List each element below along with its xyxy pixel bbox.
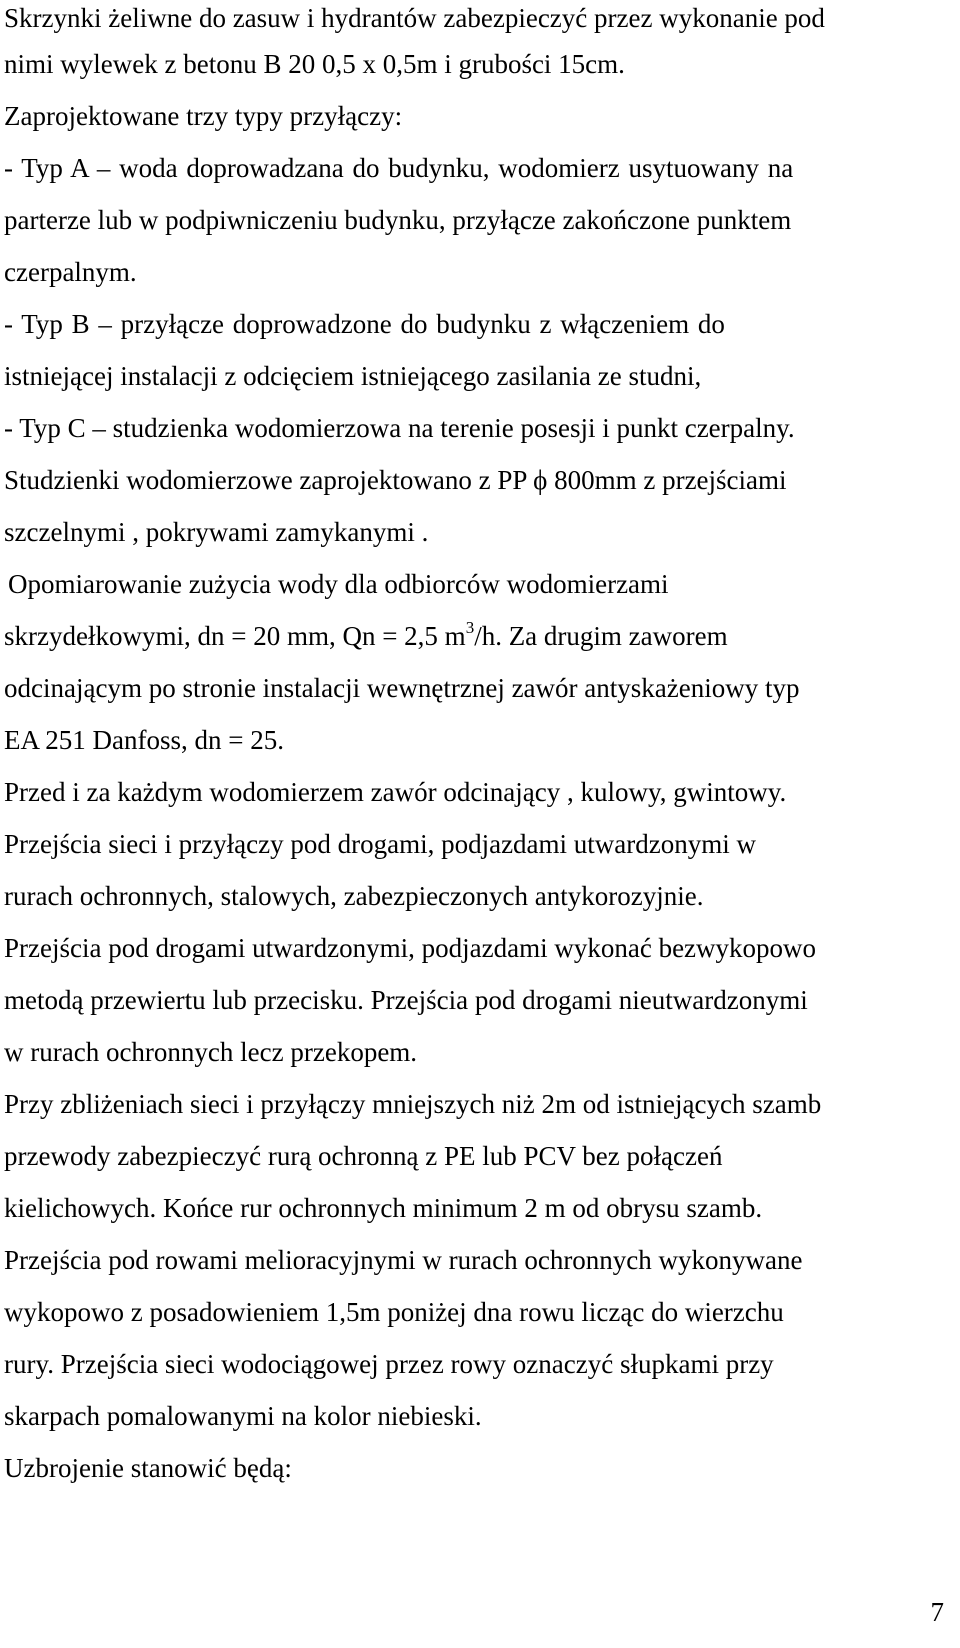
text-line: istniejącej instalacji z odcięciem istniejącego zasilania ze studni, bbox=[4, 361, 702, 391]
text-line: Przejścia pod rowami melioracyjnymi w rurach ochronnych wykonywane bbox=[4, 1245, 803, 1275]
text-line: w rurach ochronnych lecz przekopem. bbox=[4, 1037, 418, 1067]
text-line: wykopowo z posadowieniem 1,5m poniżej dna rowu licząc do wierzchu bbox=[4, 1297, 784, 1327]
text-line: Studzienki wodomierzowe zaprojektowano z PP ϕ 800mm z przejściami bbox=[4, 465, 787, 495]
text-line: parterze lub w podpiwniczeniu budynku, przyłącze zakończone punktem bbox=[4, 205, 792, 235]
text-line bbox=[4, 618, 728, 654]
text-segment: skrzydełkowymi, dn = 20 mm, Qn = 2,5 m bbox=[4, 621, 466, 651]
text-line: Przed i za każdym wodomierzem zawór odcinający , kulowy, gwintowy. bbox=[4, 777, 787, 807]
text-line: rury. Przejścia sieci wodociągowej przez rowy oznaczyć słupkami przy bbox=[4, 1349, 774, 1379]
text-line: - Typ A – woda doprowadzana do budynku, wodomierz usytuowany na bbox=[4, 153, 794, 183]
text-line: rurach ochronnych, stalowych, zabezpieczonych antykorozyjnie. bbox=[4, 881, 704, 911]
text-segment: /h. Za drugim zaworem bbox=[474, 621, 728, 651]
text-line: Opomiarowanie zużycia wody dla odbiorców wodomierzami bbox=[8, 569, 669, 599]
text-line: metodą przewiertu lub przecisku. Przejścia pod drogami nieutwardzonymi bbox=[4, 985, 808, 1015]
text-line: EA 251 Danfoss, dn = 25. bbox=[4, 725, 284, 755]
text-line: Uzbrojenie stanowić będą: bbox=[4, 1453, 292, 1483]
text-line: odcinającym po stronie instalacji wewnętrznej zawór antyskażeniowy typ bbox=[4, 673, 800, 703]
text-line: Przy zbliżeniach sieci i przyłączy mniejszych niż 2m od istniejących szamb bbox=[4, 1089, 822, 1119]
text-line: przewody zabezpieczyć rurą ochronną z PE lub PCV bez połączeń bbox=[4, 1141, 723, 1171]
text-line: nimi wylewek z betonu B 20 0,5 x 0,5m i grubości 15cm. bbox=[4, 49, 625, 79]
superscript: 3 bbox=[465, 618, 475, 637]
text-line: - Typ C – studzienka wodomierzowa na terenie posesji i punkt czerpalny. bbox=[4, 413, 795, 443]
text-line: Zaprojektowane trzy typy przyłączy: bbox=[4, 101, 403, 131]
text-line: skarpach pomalowanymi na kolor niebieski. bbox=[4, 1401, 482, 1431]
text-line: czerpalnym. bbox=[4, 257, 137, 287]
text-line: kielichowych. Końce rur ochronnych minimum 2 m od obrysu szamb. bbox=[4, 1193, 763, 1223]
text-line: szczelnymi , pokrywami zamykanymi . bbox=[4, 517, 429, 547]
text-line: - Typ B – przyłącze doprowadzone do budynku z włączeniem do bbox=[4, 309, 725, 339]
page-number: 7 bbox=[930, 1597, 944, 1627]
text-line: Przejścia sieci i przyłączy pod drogami, podjazdami utwardzonymi w bbox=[4, 829, 757, 859]
text-line: Przejścia pod drogami utwardzonymi, podjazdami wykonać bezwykopowo bbox=[4, 933, 817, 963]
text-line: Skrzynki żeliwne do zasuw i hydrantów zabezpieczyć przez wykonanie pod bbox=[4, 3, 825, 33]
